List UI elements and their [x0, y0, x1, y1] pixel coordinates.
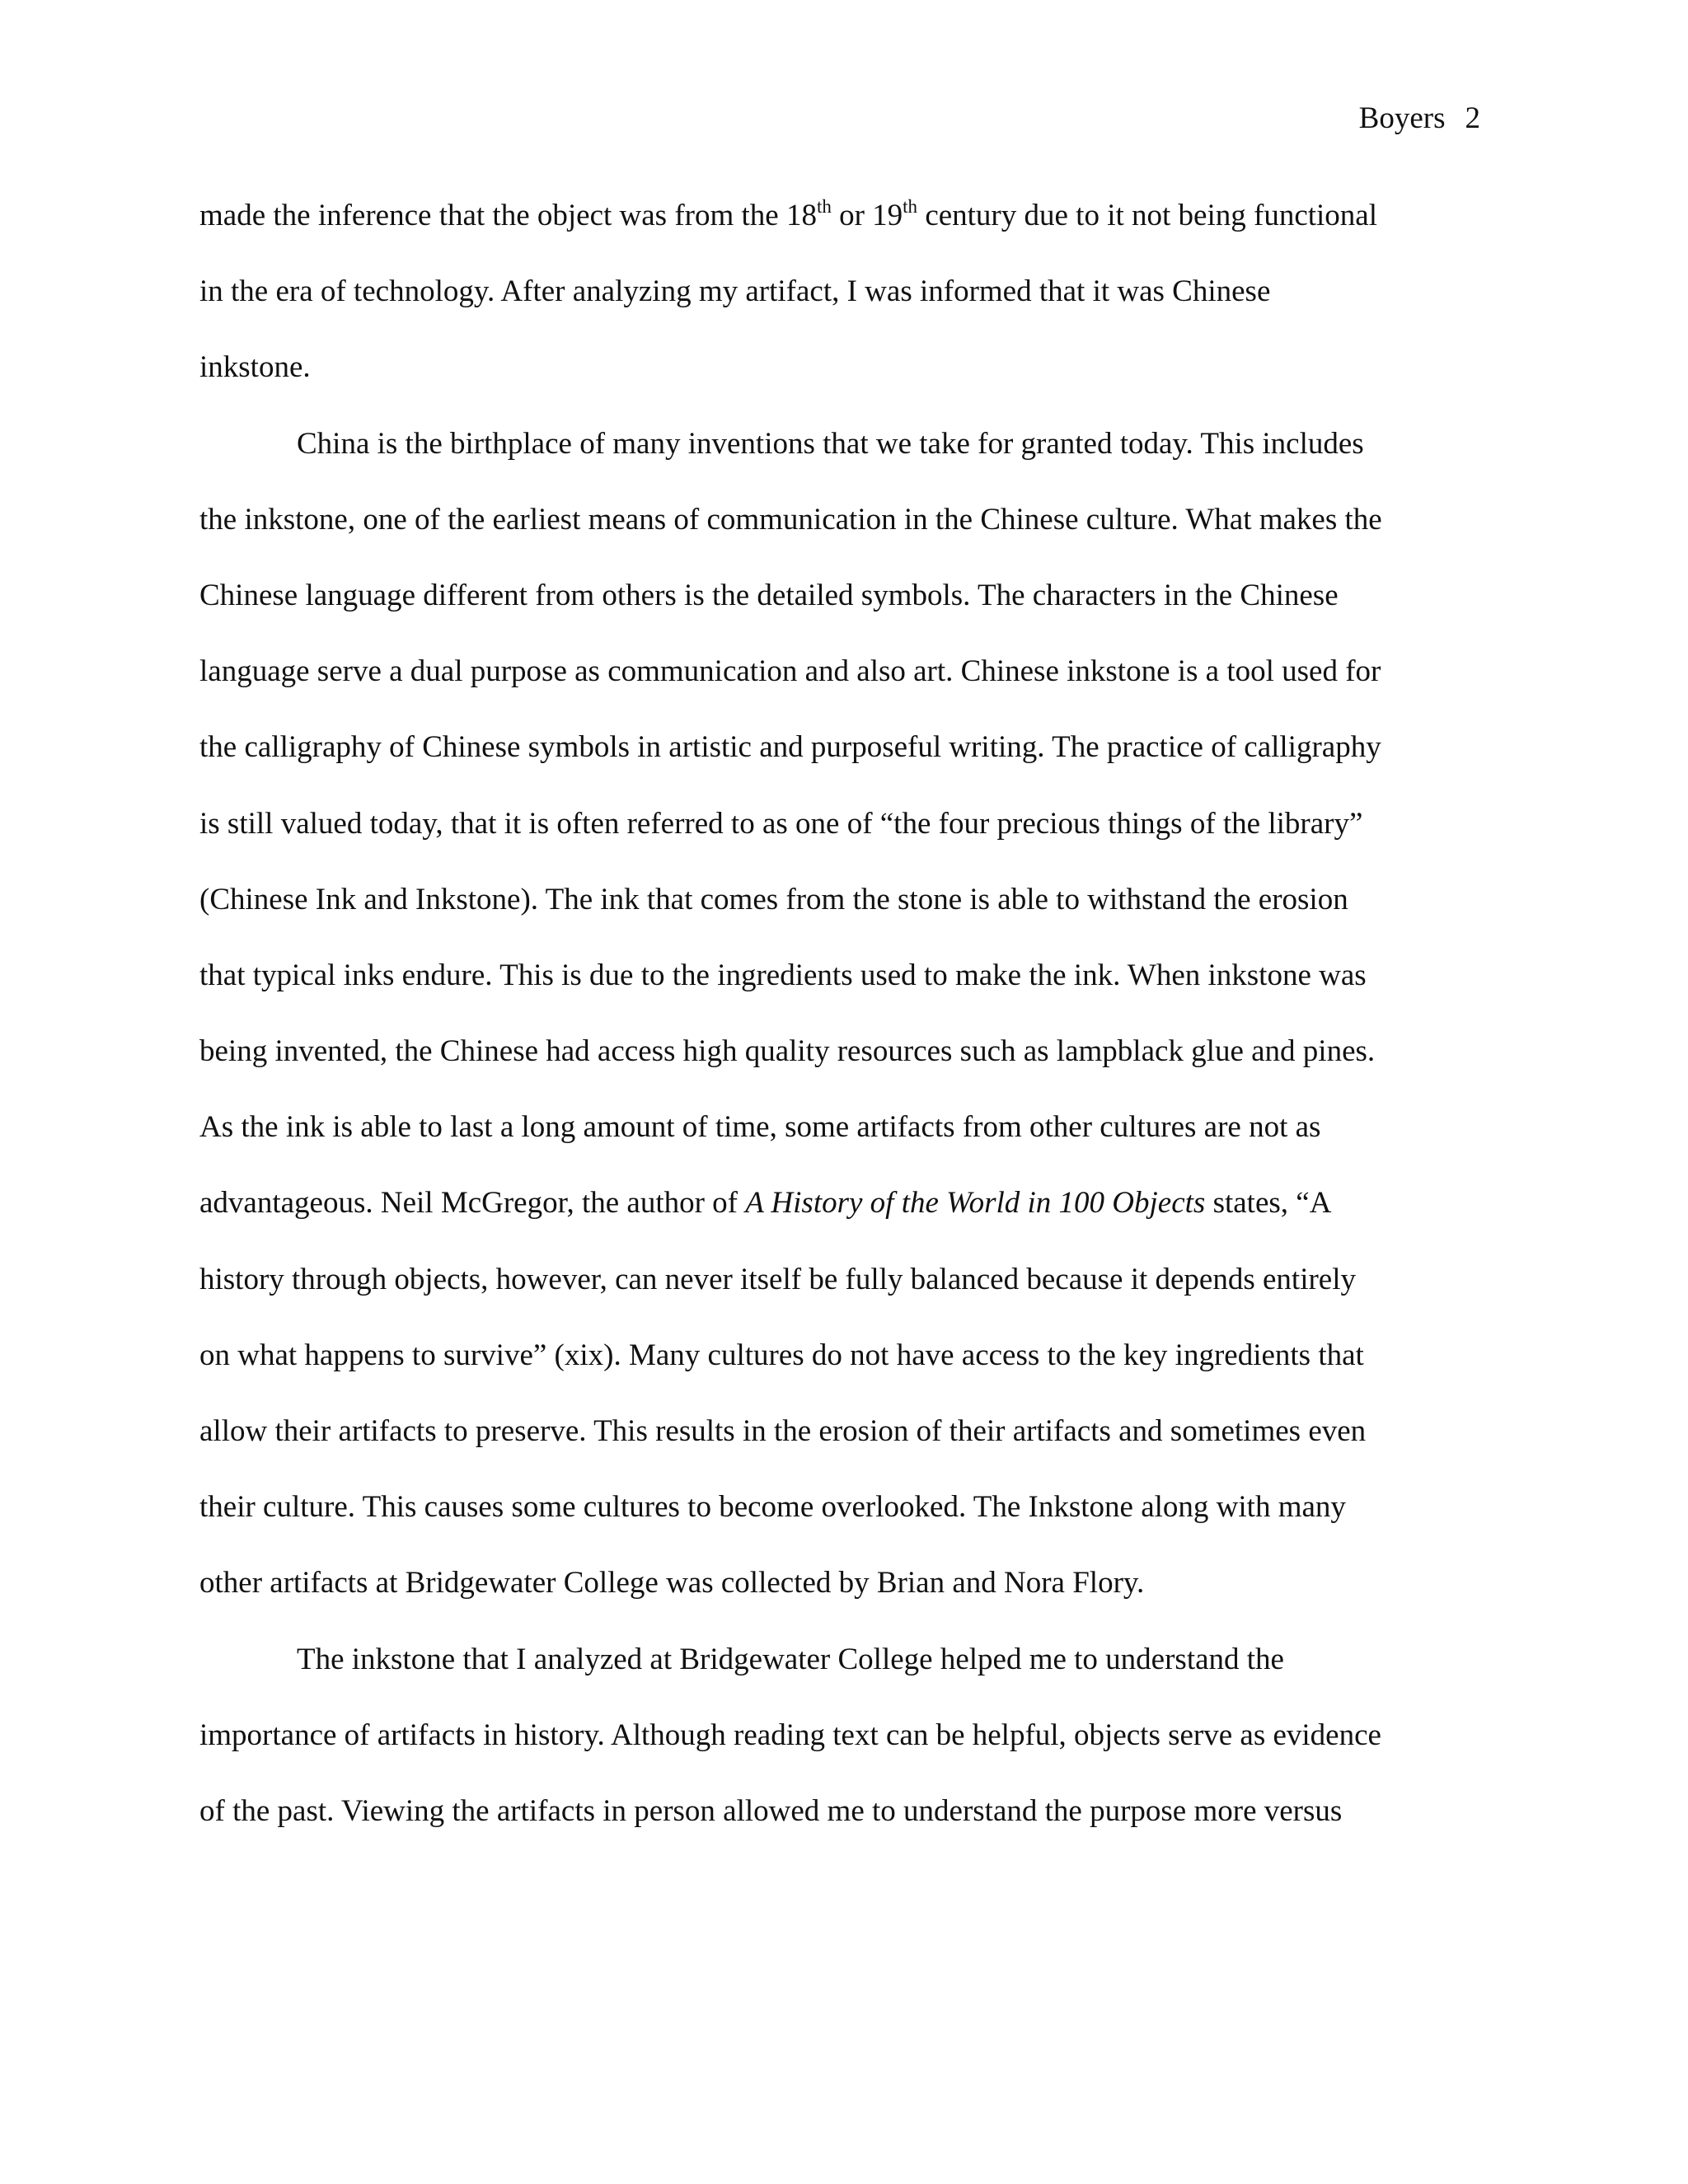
ordinal-superscript: th — [903, 196, 918, 217]
text-line — [199, 191, 1489, 267]
text-line: on what happens to survive” (xix). Many cultures do not have access to the key ingredients that — [199, 1338, 1364, 1372]
text-line — [199, 1179, 1489, 1254]
running-header — [1359, 97, 1480, 140]
text-line: Chinese language different from others is the detailed symbols. The characters in the Chinese — [199, 578, 1339, 612]
paragraph-first-line: China is the birthplace of many inventions that we take for granted today. This includes — [297, 426, 1364, 461]
text-span: advantageous. Neil McGregor, the author of — [199, 1186, 746, 1221]
text-line: that typical inks endure. This is due to the ingredients used to make the ink. When inkstone was — [199, 958, 1367, 992]
text-line: of the past. Viewing the artifacts in person allowed me to understand the purpose more versus — [199, 1793, 1343, 1828]
page-number: 2 — [1465, 101, 1480, 135]
text-line: As the ink is able to last a long amount of time, some artifacts from other cultures are not as — [199, 1110, 1321, 1145]
book-title: A History of the World in 100 Objects — [745, 1186, 1206, 1221]
text-line: importance of artifacts in history. Although reading text can be helpful, objects serve as evidence — [199, 1718, 1381, 1752]
text-span: made the inference that the object was from the 18 — [199, 199, 817, 232]
text-line: their culture. This causes some cultures to become overlooked. The Inkstone along with many — [199, 1490, 1346, 1525]
text-line: in the era of technology. After analyzing my artifact, I was informed that it was Chinese — [199, 274, 1271, 309]
text-line: the inkstone, one of the earliest means of communication in the Chinese culture. What makes the — [199, 502, 1382, 537]
text-line: other artifacts at Bridgewater College was collected by Brian and Nora Flory. — [199, 1566, 1145, 1601]
text-line: language serve a dual purpose as communication and also art. Chinese inkstone is a tool used for — [199, 654, 1381, 689]
text-line: (Chinese Ink and Inkstone). The ink that comes from the stone is able to withstand the erosion — [199, 882, 1348, 916]
text-line: allow their artifacts to preserve. This results in the erosion of their artifacts and sometimes even — [199, 1414, 1367, 1448]
text-line: inkstone. — [199, 350, 311, 385]
text-span: or 19 — [831, 199, 903, 232]
text-line: is still valued today, that it is often referred to as one of “the four precious things of the library” — [199, 806, 1363, 841]
text-span: states, “A — [1205, 1186, 1332, 1221]
text-line: history through objects, however, can never itself be fully balanced because it depends entirely — [199, 1262, 1357, 1296]
text-span: century due to it not being functional — [917, 199, 1378, 232]
ordinal-superscript: th — [816, 196, 832, 217]
essay-body — [199, 191, 1489, 1863]
paragraph-first-line: The inkstone that I analyzed at Bridgewater College helped me to understand the — [297, 1642, 1284, 1676]
text-line: the calligraphy of Chinese symbols in artistic and purposeful writing. The practice of calligraphy — [199, 730, 1381, 765]
text-line: being invented, the Chinese had access high quality resources such as lampblack glue and pines. — [199, 1034, 1376, 1069]
header-author: Boyers — [1358, 101, 1446, 135]
